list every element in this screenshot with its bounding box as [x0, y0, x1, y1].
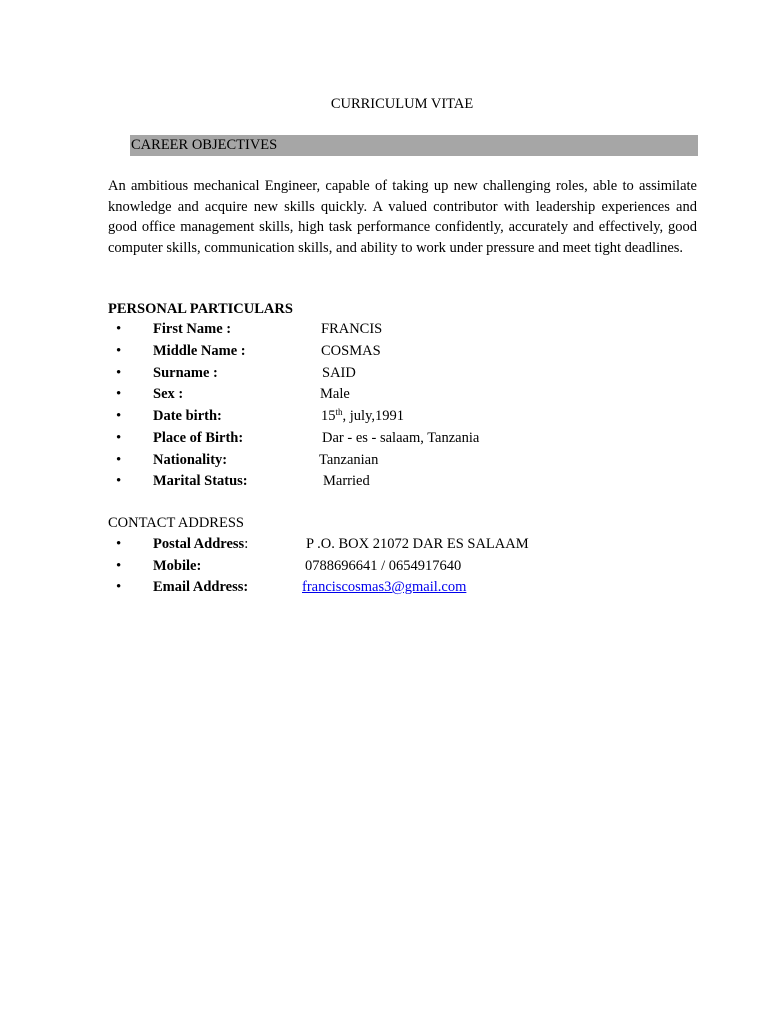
- sex-label: Sex :: [153, 386, 184, 402]
- list-item: [0, 556, 768, 577]
- postal-address-label: Postal Address:: [153, 536, 249, 552]
- marital-status-label: Marital Status:: [153, 473, 248, 489]
- nationality-label: Nationality:: [153, 452, 228, 468]
- email-address-label: Email Address:: [153, 579, 249, 595]
- bullet-icon: •: [116, 452, 122, 468]
- marital-status-value: Married: [323, 473, 370, 489]
- list-item: [0, 363, 768, 384]
- personal-particulars-heading: PERSONAL PARTICULARS: [108, 301, 293, 317]
- sex-value: Male: [320, 386, 350, 402]
- email-link[interactable]: franciscosmas3@gmail.com: [302, 579, 467, 595]
- mobile-value: 0788696641 / 0654917640: [305, 558, 462, 574]
- list-item: [0, 471, 768, 492]
- date-birth-value: [321, 406, 404, 427]
- career-objectives-text: An ambitious mechanical Engineer, capable of taking up new challenging roles, able to assimilate knowledge and acquire new skills quickly. A valued contributor with leadership experiences and good office management skills, high task performance confidently, accurately and effectively, good computer skills, communication skills, and ability to work under pressure and meet tight deadlines.: [108, 178, 697, 256]
- postal-address-value: P .O. BOX 21072 DAR ES SALAAM: [306, 536, 529, 552]
- document-title: CURRICULUM VITAE: [330, 96, 474, 112]
- bullet-icon: •: [116, 579, 122, 595]
- date-birth-rest: , july,1991: [342, 408, 405, 424]
- career-objectives-heading: CAREER OBJECTIVES: [130, 135, 698, 156]
- bullet-icon: •: [116, 430, 122, 446]
- middle-name-label: Middle Name :: [153, 343, 246, 359]
- mobile-label: Mobile:: [153, 558, 202, 574]
- list-item: [0, 384, 768, 405]
- bullet-icon: •: [116, 536, 122, 552]
- date-birth-label: Date birth:: [153, 408, 222, 424]
- place-of-birth-label: Place of Birth:: [153, 430, 244, 446]
- bullet-icon: •: [116, 365, 122, 381]
- bullet-icon: •: [116, 343, 122, 359]
- list-item: [0, 577, 768, 598]
- bullet-icon: •: [116, 473, 122, 489]
- surname-value: SAID: [322, 365, 356, 381]
- nationality-value: Tanzanian: [319, 452, 379, 468]
- list-item: [0, 341, 768, 362]
- place-of-birth-value: Dar - es - salaam, Tanzania: [322, 430, 480, 446]
- list-item: [0, 450, 768, 471]
- date-birth-ordinal: th: [335, 407, 343, 417]
- bullet-icon: •: [116, 558, 122, 574]
- middle-name-value: COSMAS: [321, 343, 381, 359]
- list-item: [0, 406, 768, 427]
- bullet-icon: •: [116, 321, 122, 337]
- surname-label: Surname :: [153, 365, 218, 381]
- bullet-icon: •: [116, 408, 122, 424]
- first-name-label: First Name :: [153, 321, 232, 337]
- bullet-icon: •: [116, 386, 122, 402]
- date-birth-day: 15: [321, 408, 336, 424]
- list-item: [0, 534, 768, 555]
- contact-address-heading: CONTACT ADDRESS: [108, 515, 244, 531]
- list-item: [0, 319, 768, 340]
- first-name-value: FRANCIS: [321, 321, 383, 337]
- list-item: [0, 428, 768, 449]
